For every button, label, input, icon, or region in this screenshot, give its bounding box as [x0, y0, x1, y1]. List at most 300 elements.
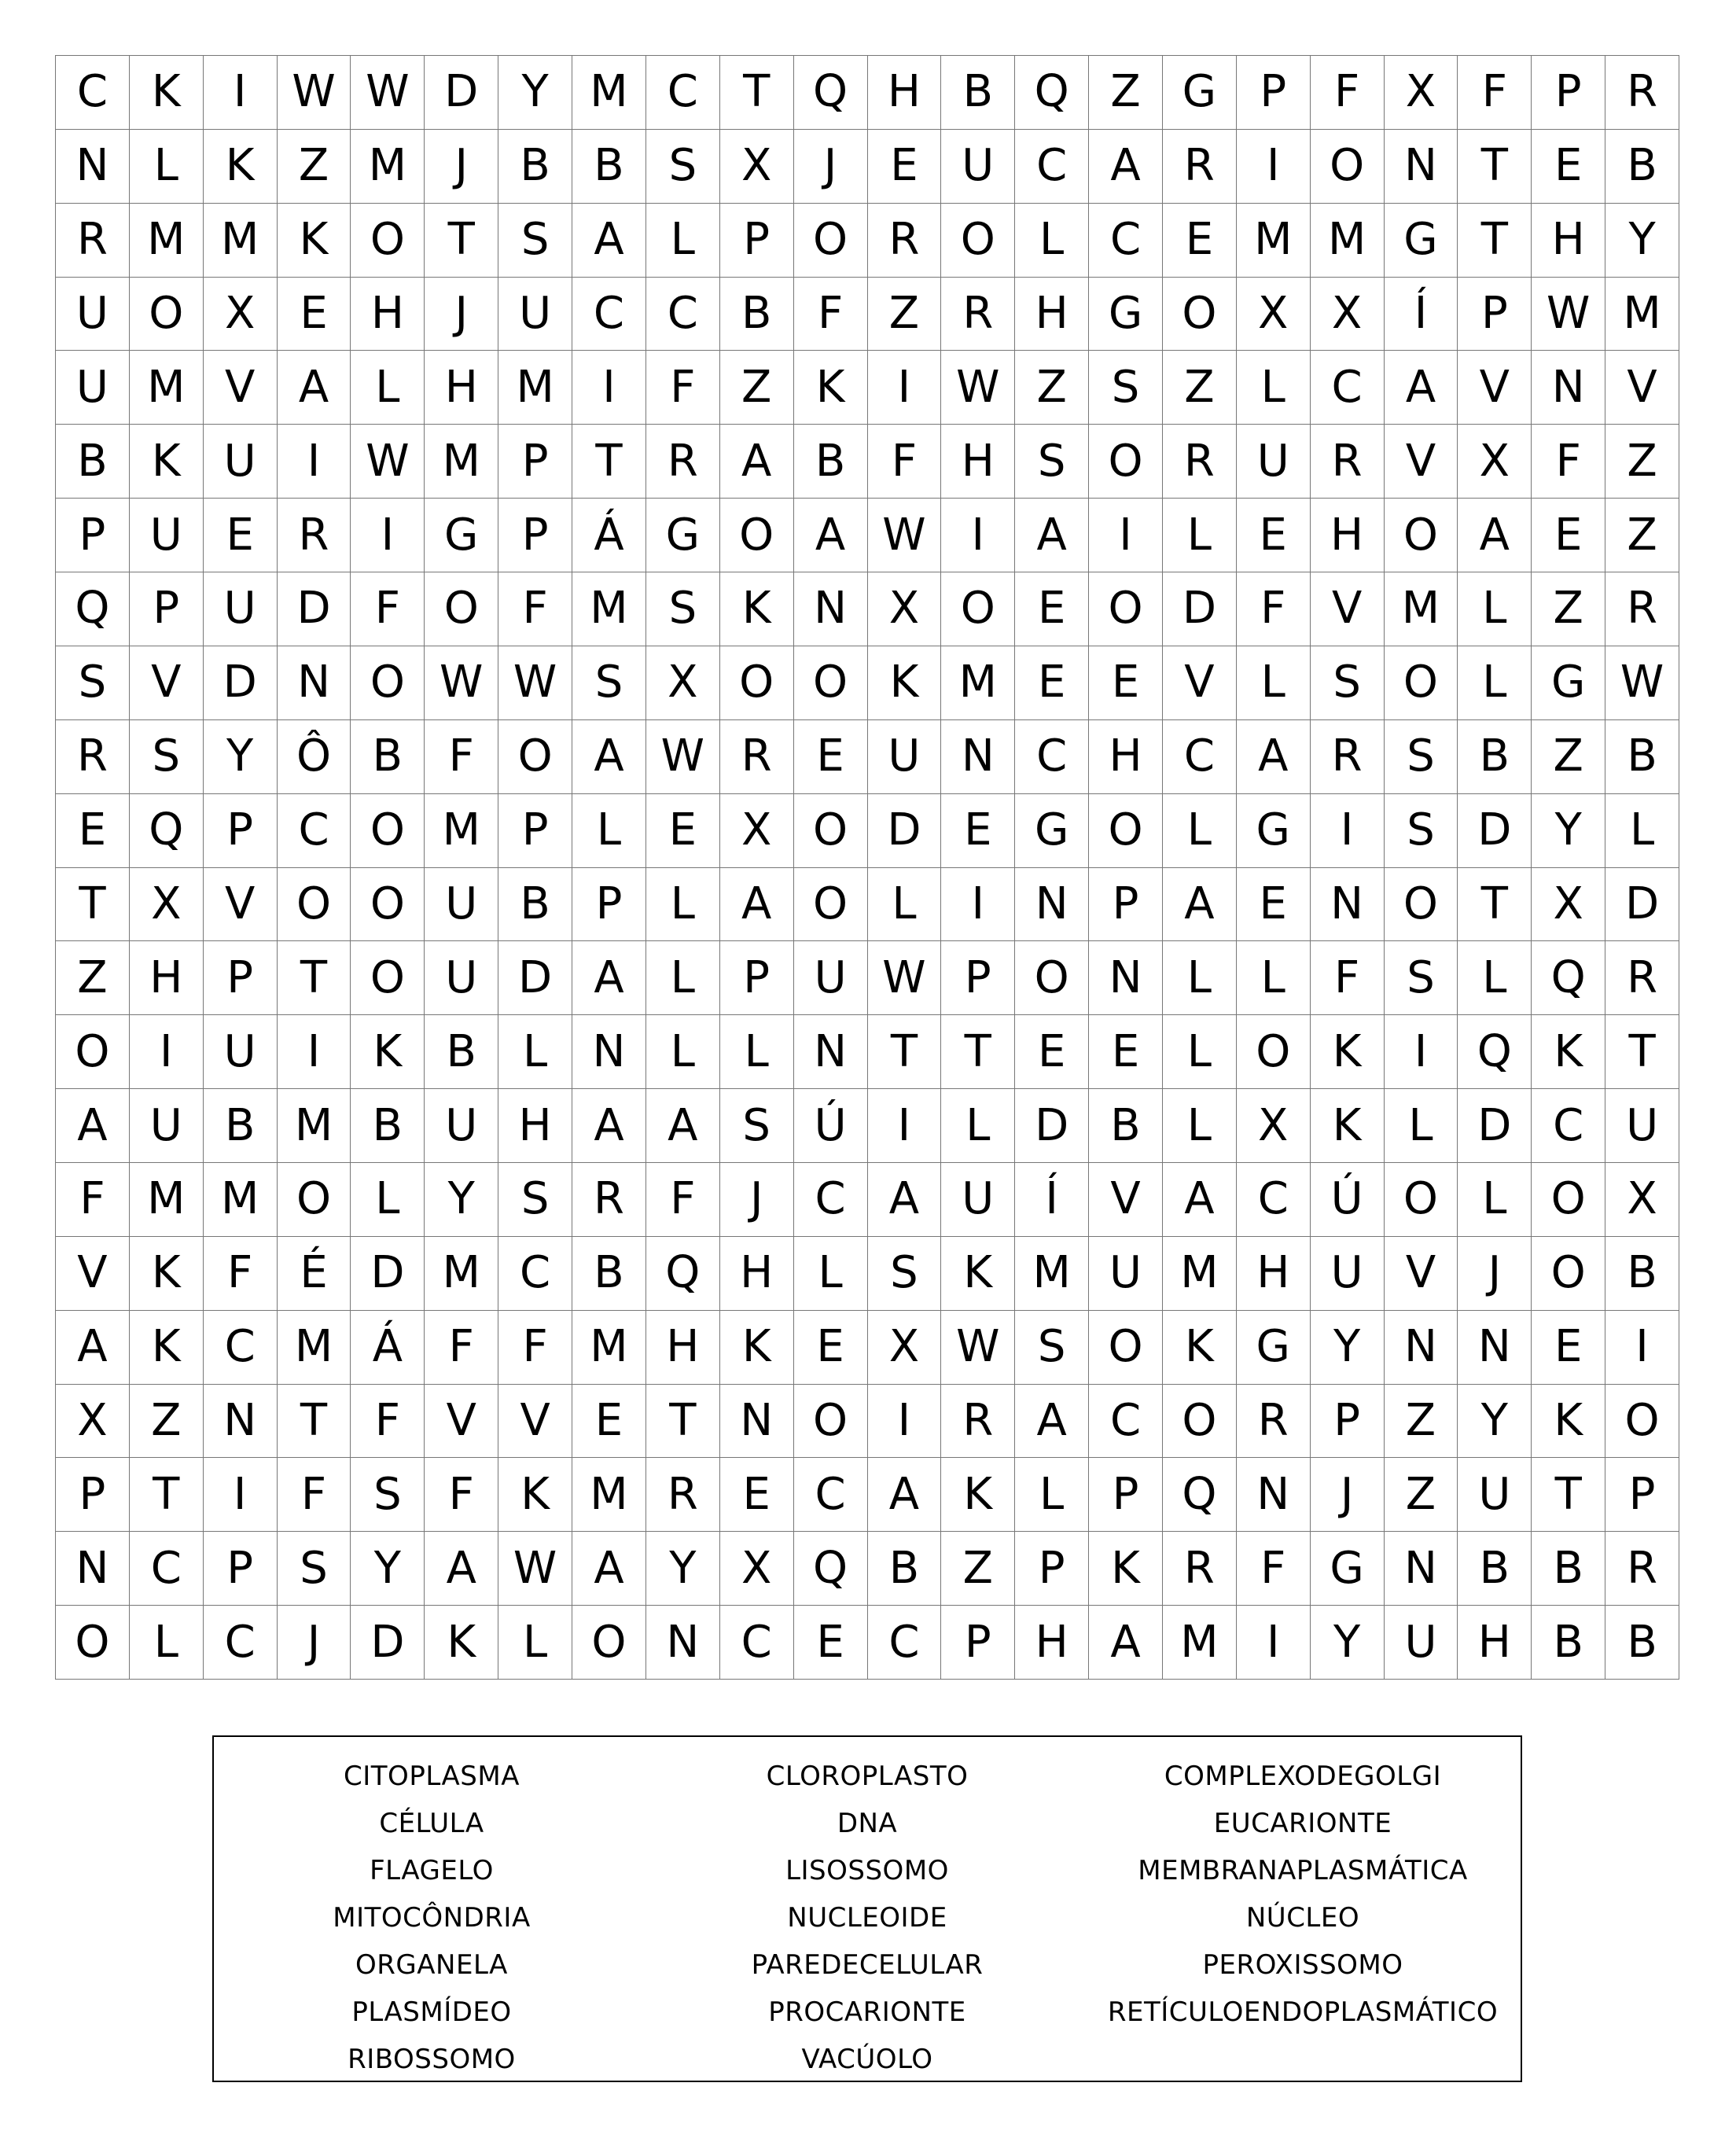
grid-cell[interactable]: B: [351, 720, 425, 794]
grid-cell[interactable]: L: [351, 351, 425, 425]
grid-cell[interactable]: U: [204, 1015, 278, 1089]
grid-cell[interactable]: O: [720, 646, 794, 720]
grid-cell[interactable]: D: [351, 1606, 425, 1680]
grid-cell[interactable]: F: [1532, 425, 1605, 499]
grid-cell[interactable]: G: [1015, 794, 1089, 868]
grid-cell[interactable]: O: [794, 204, 868, 278]
grid-cell[interactable]: B: [720, 278, 794, 351]
grid-cell[interactable]: X: [720, 794, 794, 868]
grid-cell[interactable]: E: [794, 720, 868, 794]
grid-cell[interactable]: Y: [498, 56, 572, 130]
grid-cell[interactable]: S: [1311, 646, 1385, 720]
grid-cell[interactable]: I: [1311, 794, 1385, 868]
grid-cell[interactable]: K: [425, 1606, 498, 1680]
grid-cell[interactable]: O: [1385, 1163, 1458, 1237]
grid-cell[interactable]: O: [941, 204, 1015, 278]
grid-cell[interactable]: L: [1163, 1089, 1237, 1163]
grid-cell[interactable]: M: [572, 1311, 646, 1385]
grid-cell[interactable]: O: [498, 720, 572, 794]
grid-cell[interactable]: L: [1237, 351, 1311, 425]
grid-cell[interactable]: L: [646, 1015, 720, 1089]
grid-cell[interactable]: H: [646, 1311, 720, 1385]
grid-cell[interactable]: Z: [278, 130, 351, 204]
grid-cell[interactable]: Z: [1532, 572, 1605, 646]
grid-cell[interactable]: F: [646, 351, 720, 425]
grid-cell[interactable]: I: [204, 1458, 278, 1532]
grid-cell[interactable]: K: [130, 1237, 204, 1311]
grid-cell[interactable]: B: [1458, 1532, 1532, 1606]
grid-cell[interactable]: H: [1015, 1606, 1089, 1680]
grid-cell[interactable]: Y: [351, 1532, 425, 1606]
grid-cell[interactable]: F: [351, 1385, 425, 1459]
grid-cell[interactable]: N: [1458, 1311, 1532, 1385]
grid-cell[interactable]: C: [56, 56, 130, 130]
grid-cell[interactable]: A: [278, 351, 351, 425]
grid-cell[interactable]: R: [941, 278, 1015, 351]
grid-cell[interactable]: O: [1015, 941, 1089, 1015]
grid-cell[interactable]: S: [646, 572, 720, 646]
grid-cell[interactable]: O: [1089, 572, 1163, 646]
grid-cell[interactable]: O: [1385, 646, 1458, 720]
grid-cell[interactable]: A: [572, 941, 646, 1015]
grid-cell[interactable]: O: [1311, 130, 1385, 204]
grid-cell[interactable]: T: [1532, 1458, 1605, 1532]
grid-cell[interactable]: Í: [1385, 278, 1458, 351]
grid-cell[interactable]: M: [130, 204, 204, 278]
grid-cell[interactable]: S: [1385, 941, 1458, 1015]
grid-cell[interactable]: F: [794, 278, 868, 351]
grid-cell[interactable]: A: [868, 1458, 942, 1532]
grid-cell[interactable]: P: [941, 941, 1015, 1015]
grid-cell[interactable]: L: [1458, 572, 1532, 646]
grid-cell[interactable]: Í: [1015, 1163, 1089, 1237]
grid-cell[interactable]: E: [1015, 646, 1089, 720]
grid-cell[interactable]: R: [1237, 1385, 1311, 1459]
grid-cell[interactable]: Q: [1163, 1458, 1237, 1532]
grid-cell[interactable]: A: [1089, 130, 1163, 204]
grid-cell[interactable]: F: [498, 572, 572, 646]
grid-cell[interactable]: K: [130, 1311, 204, 1385]
grid-cell[interactable]: V: [204, 868, 278, 942]
grid-cell[interactable]: N: [1385, 130, 1458, 204]
grid-cell[interactable]: W: [1532, 278, 1605, 351]
grid-cell[interactable]: O: [351, 204, 425, 278]
grid-cell[interactable]: L: [868, 868, 942, 942]
grid-cell[interactable]: B: [1458, 720, 1532, 794]
grid-cell[interactable]: I: [1089, 499, 1163, 572]
grid-cell[interactable]: O: [130, 278, 204, 351]
grid-cell[interactable]: H: [498, 1089, 572, 1163]
grid-cell[interactable]: B: [425, 1015, 498, 1089]
grid-cell[interactable]: X: [646, 646, 720, 720]
grid-cell[interactable]: H: [941, 425, 1015, 499]
grid-cell[interactable]: L: [351, 1163, 425, 1237]
grid-cell[interactable]: U: [204, 425, 278, 499]
grid-cell[interactable]: J: [278, 1606, 351, 1680]
grid-cell[interactable]: E: [1237, 868, 1311, 942]
grid-cell[interactable]: U: [868, 720, 942, 794]
grid-cell[interactable]: N: [794, 1015, 868, 1089]
grid-cell[interactable]: C: [1311, 351, 1385, 425]
grid-cell[interactable]: X: [1237, 278, 1311, 351]
grid-cell[interactable]: K: [794, 351, 868, 425]
grid-cell[interactable]: B: [1089, 1089, 1163, 1163]
grid-cell[interactable]: Ú: [794, 1089, 868, 1163]
grid-cell[interactable]: Q: [1458, 1015, 1532, 1089]
grid-cell[interactable]: J: [425, 278, 498, 351]
grid-cell[interactable]: H: [351, 278, 425, 351]
grid-cell[interactable]: Q: [1015, 56, 1089, 130]
grid-cell[interactable]: A: [1163, 868, 1237, 942]
grid-cell[interactable]: F: [498, 1311, 572, 1385]
grid-cell[interactable]: S: [646, 130, 720, 204]
grid-cell[interactable]: U: [56, 351, 130, 425]
grid-cell[interactable]: I: [868, 351, 942, 425]
grid-cell[interactable]: C: [1015, 130, 1089, 204]
grid-cell[interactable]: C: [572, 278, 646, 351]
grid-cell[interactable]: B: [1605, 720, 1679, 794]
grid-cell[interactable]: P: [1532, 56, 1605, 130]
grid-cell[interactable]: H: [1237, 1237, 1311, 1311]
grid-cell[interactable]: F: [351, 572, 425, 646]
grid-cell[interactable]: O: [1532, 1237, 1605, 1311]
grid-cell[interactable]: X: [1385, 56, 1458, 130]
grid-cell[interactable]: N: [1237, 1458, 1311, 1532]
grid-cell[interactable]: K: [941, 1237, 1015, 1311]
grid-cell[interactable]: A: [572, 1532, 646, 1606]
grid-cell[interactable]: I: [1237, 1606, 1311, 1680]
grid-cell[interactable]: D: [1605, 868, 1679, 942]
grid-cell[interactable]: H: [868, 56, 942, 130]
grid-cell[interactable]: K: [1532, 1385, 1605, 1459]
grid-cell[interactable]: U: [1385, 1606, 1458, 1680]
grid-cell[interactable]: R: [278, 499, 351, 572]
grid-cell[interactable]: Ú: [1311, 1163, 1385, 1237]
grid-cell[interactable]: I: [868, 1089, 942, 1163]
grid-cell[interactable]: O: [1532, 1163, 1605, 1237]
grid-cell[interactable]: N: [56, 1532, 130, 1606]
grid-cell[interactable]: R: [646, 425, 720, 499]
grid-cell[interactable]: F: [1311, 941, 1385, 1015]
grid-cell[interactable]: K: [278, 204, 351, 278]
grid-cell[interactable]: Á: [572, 499, 646, 572]
grid-cell[interactable]: P: [1458, 278, 1532, 351]
grid-cell[interactable]: A: [1015, 499, 1089, 572]
grid-cell[interactable]: G: [1237, 794, 1311, 868]
grid-cell[interactable]: F: [278, 1458, 351, 1532]
grid-cell[interactable]: A: [794, 499, 868, 572]
grid-cell[interactable]: B: [1605, 1606, 1679, 1680]
grid-cell[interactable]: T: [646, 1385, 720, 1459]
grid-cell[interactable]: D: [498, 941, 572, 1015]
grid-cell[interactable]: Á: [351, 1311, 425, 1385]
grid-cell[interactable]: A: [720, 868, 794, 942]
grid-cell[interactable]: M: [204, 1163, 278, 1237]
grid-cell[interactable]: B: [351, 1089, 425, 1163]
grid-cell[interactable]: E: [1089, 646, 1163, 720]
grid-cell[interactable]: S: [1015, 425, 1089, 499]
grid-cell[interactable]: W: [498, 1532, 572, 1606]
grid-cell[interactable]: A: [572, 720, 646, 794]
grid-cell[interactable]: I: [941, 499, 1015, 572]
grid-cell[interactable]: T: [868, 1015, 942, 1089]
grid-cell[interactable]: F: [868, 425, 942, 499]
grid-cell[interactable]: G: [1532, 646, 1605, 720]
grid-cell[interactable]: F: [1311, 56, 1385, 130]
grid-cell[interactable]: S: [278, 1532, 351, 1606]
grid-cell[interactable]: M: [1237, 204, 1311, 278]
grid-cell[interactable]: M: [1163, 1606, 1237, 1680]
grid-cell[interactable]: W: [868, 499, 942, 572]
grid-cell[interactable]: O: [794, 794, 868, 868]
grid-cell[interactable]: I: [130, 1015, 204, 1089]
grid-cell[interactable]: U: [941, 1163, 1015, 1237]
grid-cell[interactable]: Z: [941, 1532, 1015, 1606]
grid-cell[interactable]: X: [720, 1532, 794, 1606]
grid-cell[interactable]: O: [351, 868, 425, 942]
grid-cell[interactable]: W: [351, 56, 425, 130]
grid-cell[interactable]: K: [130, 425, 204, 499]
grid-cell[interactable]: R: [1605, 56, 1679, 130]
grid-cell[interactable]: M: [1311, 204, 1385, 278]
grid-cell[interactable]: L: [1237, 646, 1311, 720]
grid-cell[interactable]: Y: [1311, 1311, 1385, 1385]
grid-cell[interactable]: L: [794, 1237, 868, 1311]
grid-cell[interactable]: U: [425, 941, 498, 1015]
grid-cell[interactable]: Z: [1163, 351, 1237, 425]
grid-cell[interactable]: O: [56, 1606, 130, 1680]
grid-cell[interactable]: E: [56, 794, 130, 868]
grid-cell[interactable]: B: [868, 1532, 942, 1606]
grid-cell[interactable]: O: [1605, 1385, 1679, 1459]
grid-cell[interactable]: A: [646, 1089, 720, 1163]
grid-cell[interactable]: Q: [56, 572, 130, 646]
grid-cell[interactable]: A: [1385, 351, 1458, 425]
grid-cell[interactable]: T: [130, 1458, 204, 1532]
grid-cell[interactable]: M: [1385, 572, 1458, 646]
grid-cell[interactable]: U: [1237, 425, 1311, 499]
grid-cell[interactable]: X: [56, 1385, 130, 1459]
grid-cell[interactable]: W: [278, 56, 351, 130]
grid-cell[interactable]: R: [1311, 425, 1385, 499]
grid-cell[interactable]: K: [130, 56, 204, 130]
grid-cell[interactable]: C: [278, 794, 351, 868]
grid-cell[interactable]: Z: [130, 1385, 204, 1459]
grid-cell[interactable]: A: [868, 1163, 942, 1237]
grid-cell[interactable]: L: [646, 204, 720, 278]
grid-cell[interactable]: K: [1163, 1311, 1237, 1385]
grid-cell[interactable]: E: [278, 278, 351, 351]
grid-cell[interactable]: H: [1311, 499, 1385, 572]
grid-cell[interactable]: C: [204, 1311, 278, 1385]
grid-cell[interactable]: R: [1605, 572, 1679, 646]
grid-cell[interactable]: V: [1385, 425, 1458, 499]
grid-cell[interactable]: L: [1605, 794, 1679, 868]
grid-cell[interactable]: P: [720, 204, 794, 278]
grid-cell[interactable]: V: [1089, 1163, 1163, 1237]
grid-cell[interactable]: Z: [1089, 56, 1163, 130]
grid-cell[interactable]: E: [941, 794, 1015, 868]
grid-cell[interactable]: D: [1458, 1089, 1532, 1163]
grid-cell[interactable]: Q: [794, 1532, 868, 1606]
grid-cell[interactable]: A: [572, 204, 646, 278]
grid-cell[interactable]: D: [868, 794, 942, 868]
grid-cell[interactable]: P: [498, 425, 572, 499]
grid-cell[interactable]: C: [1089, 1385, 1163, 1459]
grid-cell[interactable]: B: [56, 425, 130, 499]
grid-cell[interactable]: T: [572, 425, 646, 499]
grid-cell[interactable]: R: [572, 1163, 646, 1237]
grid-cell[interactable]: X: [1311, 278, 1385, 351]
grid-cell[interactable]: L: [130, 130, 204, 204]
grid-cell[interactable]: Y: [1532, 794, 1605, 868]
grid-cell[interactable]: M: [130, 351, 204, 425]
grid-cell[interactable]: B: [1532, 1532, 1605, 1606]
grid-cell[interactable]: R: [868, 204, 942, 278]
grid-cell[interactable]: M: [425, 425, 498, 499]
grid-cell[interactable]: L: [1163, 941, 1237, 1015]
grid-cell[interactable]: V: [1163, 646, 1237, 720]
grid-cell[interactable]: X: [868, 572, 942, 646]
grid-cell[interactable]: I: [278, 425, 351, 499]
grid-cell[interactable]: O: [1089, 794, 1163, 868]
grid-cell[interactable]: V: [56, 1237, 130, 1311]
grid-cell[interactable]: N: [1385, 1532, 1458, 1606]
grid-cell[interactable]: A: [425, 1532, 498, 1606]
grid-cell[interactable]: É: [278, 1237, 351, 1311]
grid-cell[interactable]: L: [941, 1089, 1015, 1163]
grid-cell[interactable]: P: [1089, 1458, 1163, 1532]
grid-cell[interactable]: R: [56, 720, 130, 794]
grid-cell[interactable]: F: [646, 1163, 720, 1237]
grid-cell[interactable]: Z: [1605, 425, 1679, 499]
grid-cell[interactable]: J: [1311, 1458, 1385, 1532]
grid-cell[interactable]: N: [794, 572, 868, 646]
grid-cell[interactable]: B: [1532, 1606, 1605, 1680]
grid-cell[interactable]: E: [1015, 1015, 1089, 1089]
grid-cell[interactable]: J: [1458, 1237, 1532, 1311]
grid-cell[interactable]: P: [56, 1458, 130, 1532]
grid-cell[interactable]: W: [646, 720, 720, 794]
grid-cell[interactable]: T: [278, 941, 351, 1015]
grid-cell[interactable]: O: [794, 1385, 868, 1459]
grid-cell[interactable]: L: [1163, 794, 1237, 868]
grid-cell[interactable]: V: [1458, 351, 1532, 425]
grid-cell[interactable]: C: [720, 1606, 794, 1680]
grid-cell[interactable]: X: [1532, 868, 1605, 942]
grid-cell[interactable]: L: [1237, 941, 1311, 1015]
grid-cell[interactable]: R: [1163, 425, 1237, 499]
grid-cell[interactable]: Z: [1385, 1458, 1458, 1532]
grid-cell[interactable]: K: [941, 1458, 1015, 1532]
grid-cell[interactable]: M: [1015, 1237, 1089, 1311]
grid-cell[interactable]: L: [572, 794, 646, 868]
grid-cell[interactable]: K: [1089, 1532, 1163, 1606]
grid-cell[interactable]: E: [868, 130, 942, 204]
grid-cell[interactable]: O: [1163, 278, 1237, 351]
grid-cell[interactable]: B: [204, 1089, 278, 1163]
grid-cell[interactable]: K: [204, 130, 278, 204]
grid-cell[interactable]: E: [1532, 1311, 1605, 1385]
grid-cell[interactable]: U: [204, 572, 278, 646]
grid-cell[interactable]: E: [1532, 130, 1605, 204]
grid-cell[interactable]: B: [572, 1237, 646, 1311]
grid-cell[interactable]: U: [794, 941, 868, 1015]
grid-cell[interactable]: V: [204, 351, 278, 425]
grid-cell[interactable]: K: [720, 572, 794, 646]
grid-cell[interactable]: X: [130, 868, 204, 942]
grid-cell[interactable]: F: [204, 1237, 278, 1311]
grid-cell[interactable]: E: [1089, 1015, 1163, 1089]
grid-cell[interactable]: J: [425, 130, 498, 204]
grid-cell[interactable]: S: [868, 1237, 942, 1311]
grid-cell[interactable]: K: [868, 646, 942, 720]
grid-cell[interactable]: Y: [646, 1532, 720, 1606]
grid-cell[interactable]: M: [498, 351, 572, 425]
grid-cell[interactable]: S: [498, 204, 572, 278]
grid-cell[interactable]: N: [646, 1606, 720, 1680]
grid-cell[interactable]: E: [572, 1385, 646, 1459]
grid-cell[interactable]: N: [1089, 941, 1163, 1015]
grid-cell[interactable]: A: [56, 1311, 130, 1385]
grid-cell[interactable]: M: [351, 130, 425, 204]
grid-cell[interactable]: R: [1605, 1532, 1679, 1606]
grid-cell[interactable]: W: [941, 351, 1015, 425]
grid-cell[interactable]: O: [1089, 1311, 1163, 1385]
grid-cell[interactable]: B: [1605, 130, 1679, 204]
grid-cell[interactable]: S: [1089, 351, 1163, 425]
grid-cell[interactable]: U: [425, 868, 498, 942]
grid-cell[interactable]: C: [204, 1606, 278, 1680]
grid-cell[interactable]: K: [1311, 1089, 1385, 1163]
grid-cell[interactable]: N: [941, 720, 1015, 794]
grid-cell[interactable]: Z: [1605, 499, 1679, 572]
grid-cell[interactable]: A: [56, 1089, 130, 1163]
grid-cell[interactable]: C: [1015, 720, 1089, 794]
grid-cell[interactable]: L: [1458, 941, 1532, 1015]
grid-cell[interactable]: I: [1385, 1015, 1458, 1089]
grid-cell[interactable]: C: [498, 1237, 572, 1311]
grid-cell[interactable]: L: [1385, 1089, 1458, 1163]
grid-cell[interactable]: I: [351, 499, 425, 572]
grid-cell[interactable]: I: [1237, 130, 1311, 204]
grid-cell[interactable]: G: [1089, 278, 1163, 351]
grid-cell[interactable]: E: [1015, 572, 1089, 646]
grid-cell[interactable]: A: [572, 1089, 646, 1163]
grid-cell[interactable]: O: [425, 572, 498, 646]
grid-cell[interactable]: G: [646, 499, 720, 572]
grid-cell[interactable]: M: [278, 1311, 351, 1385]
grid-cell[interactable]: N: [572, 1015, 646, 1089]
grid-cell[interactable]: Q: [794, 56, 868, 130]
grid-cell[interactable]: O: [56, 1015, 130, 1089]
grid-cell[interactable]: P: [498, 794, 572, 868]
grid-cell[interactable]: C: [130, 1532, 204, 1606]
grid-cell[interactable]: O: [278, 1163, 351, 1237]
grid-cell[interactable]: C: [868, 1606, 942, 1680]
grid-cell[interactable]: N: [1015, 868, 1089, 942]
grid-cell[interactable]: Ô: [278, 720, 351, 794]
grid-cell[interactable]: X: [868, 1311, 942, 1385]
grid-cell[interactable]: T: [425, 204, 498, 278]
grid-cell[interactable]: V: [498, 1385, 572, 1459]
grid-cell[interactable]: D: [1458, 794, 1532, 868]
grid-cell[interactable]: Y: [1311, 1606, 1385, 1680]
grid-cell[interactable]: B: [1605, 1237, 1679, 1311]
grid-cell[interactable]: O: [720, 499, 794, 572]
grid-cell[interactable]: F: [425, 720, 498, 794]
grid-cell[interactable]: S: [56, 646, 130, 720]
